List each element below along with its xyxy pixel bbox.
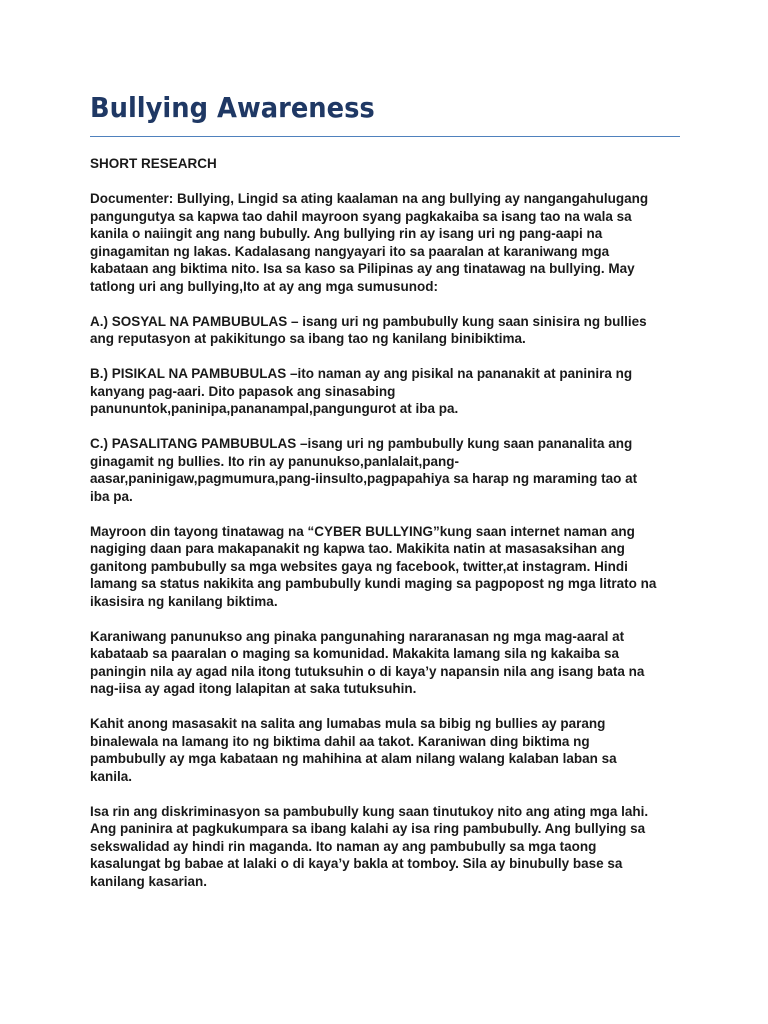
text-line: kanila. xyxy=(90,768,133,784)
text-line: Isa rin ang diskriminasyon sa pambubully kung saan tinutukoy nito ang ating mga lahi. xyxy=(90,803,649,819)
text-line: Mayroon din tayong tinatawag na “CYBER BULLYING”kung saan internet naman ang xyxy=(90,523,635,539)
text-line: A.) SOSYAL NA PAMBUBULAS – isang uri ng pambubully kung saan sinisira ng bullies xyxy=(90,313,647,329)
paragraph-sosyal xyxy=(90,313,690,348)
text-line: kanyang pag-aari. Dito papasok ang sinasabing xyxy=(90,383,396,399)
text-line: iba pa. xyxy=(90,488,133,504)
text-line: nagiging daan para makapanakit ng kapwa tao. Makikita natin at masasaksihan ang xyxy=(90,541,625,556)
text-line: binalewala na lamang ito ng biktima dahil aa takot. Karaniwan ding biktima ng xyxy=(90,733,590,749)
text-line: pangungutya sa kapwa tao dahil mayroon syang pagkakaiba sa isang tao na wala sa xyxy=(90,208,632,224)
text-line: C.) PASALITANG PAMBUBULAS –isang uri ng pambubully kung saan pananalita ang xyxy=(90,436,633,451)
paragraph-pisikal xyxy=(90,365,690,418)
text-line: ang reputasyon at pakikitungo sa ibang tao ng kanilang binibiktima. xyxy=(90,331,526,346)
paragraph-spacer xyxy=(90,173,690,191)
paragraph-cyber-bullying xyxy=(90,523,690,611)
text-line: paningin nila ay agad nila itong tutuksuhin o di kaya’y napansin nila ang isang bata na xyxy=(90,663,645,679)
text-line: lamang sa status nakikita ang pambubully kundi maging sa pagpopost ng mga litrato na xyxy=(90,576,657,591)
title-divider xyxy=(90,136,680,137)
text-line: nag-iisa ay agad itong lalapitan at saka tutuksuhin. xyxy=(90,681,417,696)
text-line: ikasisira ng kanilang biktima. xyxy=(90,593,278,609)
text-line: Documenter: Bullying, Lingid sa ating kaalaman na ang bullying ay nangangahulugang xyxy=(90,191,649,206)
text-line: kabataan ang biktima nito. Isa sa kaso sa Pilipinas ay ang tinatawag na bullying. May xyxy=(90,261,635,276)
page-title: Bullying Awareness xyxy=(90,91,375,124)
text-line: aasar,paninigaw,pagmumura,pang-iinsulto,pagpapahiya sa harap ng maraming tao at xyxy=(90,471,638,486)
paragraph-panunukso xyxy=(90,628,690,698)
text-line: kasalungat bg babae at lalaki o di kaya’y bakla at tomboy. Sila ay binubully base sa xyxy=(90,856,623,871)
paragraph-masasakit-na-salita xyxy=(90,715,690,785)
text-line: Ang paninira at pagkukumpara sa ibang kalahi ay isa ring pambubully. Ang bullying sa xyxy=(90,821,646,836)
document-body xyxy=(90,155,690,890)
paragraph-spacer xyxy=(90,505,690,523)
paragraph-spacer xyxy=(90,785,690,803)
text-line: ginagamitan ng lakas. Kadalasang nangyayari ito sa paaralan at karaniwang mga xyxy=(90,243,610,259)
paragraph-intro xyxy=(90,190,690,295)
text-line: pambubully ay mga kabataan ng mahihina at alam nilang walang kalaban laban sa xyxy=(90,751,617,766)
paragraph-pasalita xyxy=(90,435,690,505)
paragraph-spacer xyxy=(90,348,690,366)
text-line: Karaniwang panunukso ang pinaka pangunahing nararanasan ng mga mag-aaral at xyxy=(90,628,625,644)
text-line: kabataab sa paaralan o maging sa komunidad. Makakita lamang sila ng kakaiba sa xyxy=(90,646,619,661)
text-line: kanila o naiingit ang nang bubully. Ang bullying rin ay isang uri ng pang-aapi na xyxy=(90,226,603,241)
text-line: tatlong uri ang bullying,Ito at ay ang mga sumusunod: xyxy=(90,278,439,294)
text-line: ganitong pambubully sa mga websites gaya ng facebook, twitter,at instagram. Hindi xyxy=(90,558,628,574)
paragraph-spacer xyxy=(90,295,690,313)
paragraph-spacer xyxy=(90,418,690,436)
text-line: panununtok,paninipa,pananampal,pangungurot at iba pa. xyxy=(90,401,459,416)
paragraph-diskriminasyon xyxy=(90,803,690,891)
text-line: Kahit anong masasakit na salita ang lumabas mula sa bibig ng bullies ay parang xyxy=(90,716,606,731)
subtitle: SHORT RESEARCH xyxy=(90,156,217,171)
paragraph-spacer xyxy=(90,610,690,628)
text-line: kanilang kasarian. xyxy=(90,873,208,889)
text-line: sekswalidad ay hindi rin maganda. Ito naman ay ang pambubully sa mga taong xyxy=(90,838,597,854)
text-line: B.) PISIKAL NA PAMBUBULAS –ito naman ay ang pisikal na pananakit at paninira ng xyxy=(90,366,633,381)
text-line: ginagamit ng bullies. Ito rin ay panunukso,panlalait,pang- xyxy=(90,453,460,469)
paragraph-spacer xyxy=(90,698,690,716)
